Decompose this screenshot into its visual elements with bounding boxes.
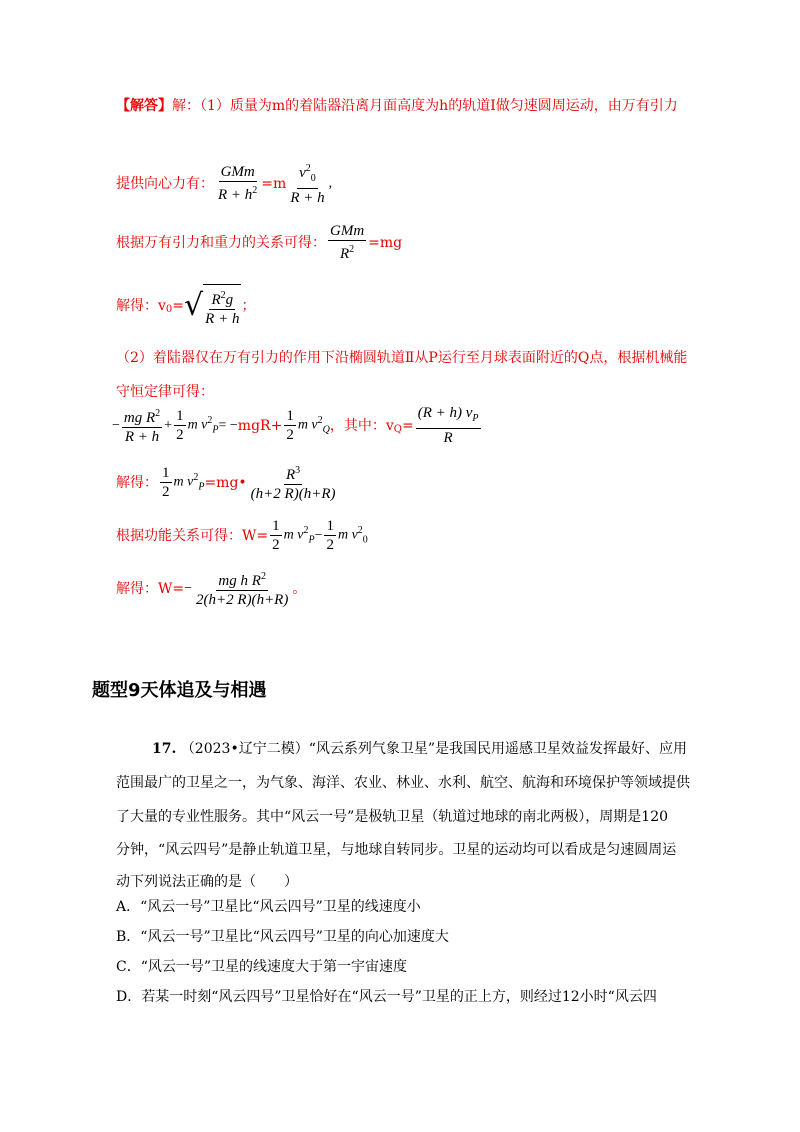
question-line-5: 动下列说法正确的是（ ） <box>116 874 298 890</box>
equation-energy-conservation: − $\frac{mg R^2}{R + h}$ + $\frac{1}{2}$ m $v^2_P$ = − mgR+ $\frac{1}{2}$ m $v^2_Q$ ，其中：v Q = $\frac{(R + h) v_P}{R}$ <box>112 405 479 446</box>
solution-intro-line <box>116 97 678 115</box>
where-text: ，其中：v <box>329 417 394 434</box>
equation-final-w: 解得：W= − $\frac{mg h R^2}{2(h+2 R)(h+R)}$ 。 <box>116 568 306 609</box>
question-line-4: 分钟，“风云四号”是静止轨道卫星，与地球自转同步。卫星的运动均可以看成是匀速圆周运 <box>116 842 677 858</box>
solve-prefix-1: 解得： <box>116 474 158 491</box>
fraction-half-4: $\frac{1}{2}$ <box>272 518 280 553</box>
dot-mark: • <box>238 474 247 491</box>
option-a[interactable]: A．“风云一号”卫星比“风云四号”卫星的线速度小 <box>116 899 421 915</box>
fraction-final-w: $\frac{mg h R^2}{2(h+2 R)(h+R)}$ <box>194 568 290 609</box>
fraction-gmm-over-rh2: $\frac{\text{GMm}}{R + h^2}$ <box>218 164 258 203</box>
question-line-3: 了大量的专业性服务。其中“风云一号”是极轨卫星（轨道过地球的南北两极），周期是120 <box>116 809 669 825</box>
fraction-mgr2-over-rh: $\frac{mg R^2}{R + h}$ <box>122 405 162 446</box>
fraction-half-3: $\frac{1}{2}$ <box>162 465 170 500</box>
option-d[interactable]: D．若某一时刻“风云四号”卫星恰好在“风云一号”卫星的正上方，则经过12小时“风云四 <box>116 989 657 1005</box>
equation-vp-solution: 解得： $\frac{1}{2}$ m $v^2_P$ =mg • $\frac{R^3}{(h+2 R)(h+R)}$ <box>116 462 339 503</box>
sqrt-r2g-over-rh: √ $\frac{R^2g}{R + h}$ <box>184 284 241 328</box>
question-text-1: “风云系列气象卫星”是我国民用遥感卫星效益发挥最好、应用 <box>308 741 688 757</box>
fraction-r3: $\frac{R^3}{(h+2 R)(h+R)}$ <box>249 462 338 503</box>
work-prefix: 根据功能关系可得：W= <box>116 527 269 544</box>
semicolon-mark: ； <box>241 298 256 314</box>
solution-intro-text: 解：（1）质量为m的着陆器沿离月面高度为h的轨道Ⅰ做匀速圆周运动，由万有引力 <box>172 98 678 114</box>
option-c[interactable]: C．“风云一号”卫星的线速度大于第一宇宙速度 <box>116 959 408 975</box>
question-line-1 <box>152 740 687 758</box>
question-line-2: 范围最广的卫星之一，为气象、海洋、农业、林业、水利、航空、航海和环境保护等领域提供 <box>116 775 690 791</box>
equation-work-relation: 根据功能关系可得：W= $\frac{1}{2}$ m $v^2_P$ − $\frac{1}{2}$ m $v^2_0$ <box>116 518 368 553</box>
fraction-half-5: $\frac{1}{2}$ <box>326 518 334 553</box>
fraction-vq: $\frac{(R + h) v_P}{R}$ <box>417 405 479 446</box>
solution-label: 【解答】 <box>116 98 172 114</box>
fraction-half-2: $\frac{1}{2}$ <box>286 408 294 443</box>
final-prefix: 解得：W= <box>116 580 185 597</box>
equation-gravity-relation: 根据万有引力和重力的关系可得： $\frac{\text{GMm}}{R^2}$ =mg <box>116 223 403 262</box>
fraction-half-1: $\frac{1}{2}$ <box>176 408 184 443</box>
part2-line1: （2）着陆器仅在万有引力的作用下沿椭圆轨道Ⅱ从P运行至月球表面附近的Q点，根据机械能 <box>116 350 688 366</box>
equation-centripetal: 提供向心力有： $\frac{\text{GMm}}{R + h^2}$ =m $\frac{v^2_0}{R + h}$ , <box>116 160 332 207</box>
section-title: 题型9天体追及与相遇 <box>92 680 267 701</box>
option-b[interactable]: B．“风云一号”卫星比“风云四号”卫星的向心加速度大 <box>116 929 449 945</box>
fraction-gmm-over-r2: $\frac{\text{GMm}}{R^2}$ <box>330 223 365 262</box>
equation-gravity-prefix: 根据万有引力和重力的关系可得： <box>116 234 326 251</box>
part2-line2: 守恒定律可得： <box>116 384 214 400</box>
question-source: （2023•辽宁二模） <box>180 741 309 757</box>
question-number: 17. <box>152 741 177 757</box>
final-mark: 。 <box>292 580 307 597</box>
equation-centripetal-prefix: 提供向心力有： <box>116 175 214 192</box>
fraction-v0sq-over-rh: $\frac{v^2_0}{R + h}$ <box>288 160 326 207</box>
equation-v0-prefix: 解得：v <box>116 298 166 314</box>
equation-v0-solution: 解得：v 0 = √ $\frac{R^2g}{R + h}$ ； <box>116 284 255 328</box>
